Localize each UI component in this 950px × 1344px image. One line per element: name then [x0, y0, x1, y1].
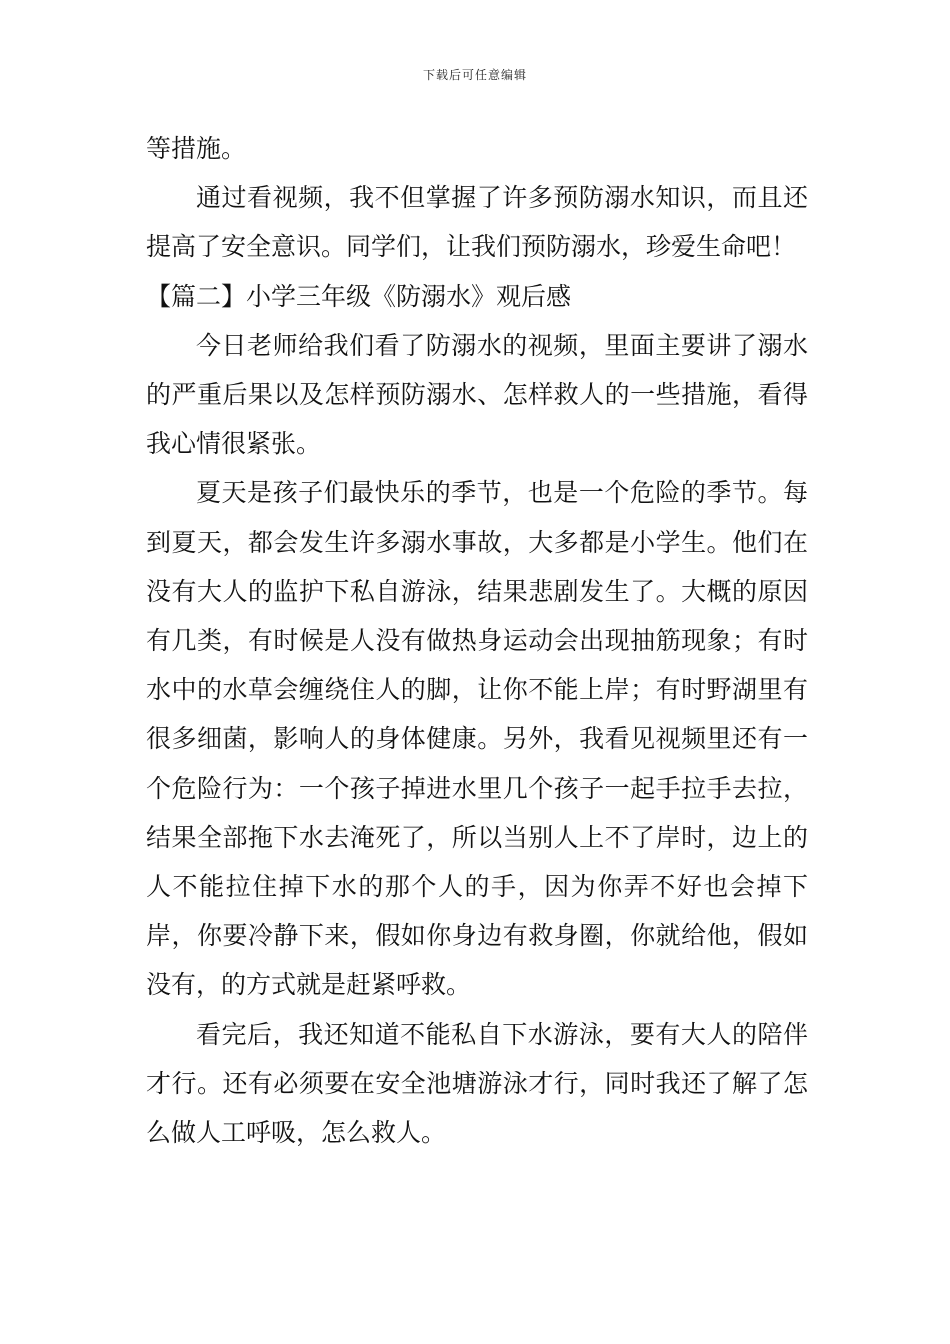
paragraph-conclusion: 通过看视频，我不但掌握了许多预防溺水知识，而且还提高了安全意识。同学们，让我们预防溺水，珍爱生命吧！ — [146, 183, 808, 262]
paragraph-intro: 今日老师给我们看了防溺水的视频，里面主要讲了溺水的严重后果以及怎样预防溺水、怎样救人的一些措施，看得我心情很紧张。 — [146, 330, 808, 459]
paragraph-lessons: 看完后，我还知道不能私自下水游泳，要有大人的陪伴才行。还有必须要在安全池塘游泳才行，同时我还了解了怎么做人工呼吸，怎么救人。 — [146, 1019, 808, 1148]
page-header-note: 下载后可任意编辑 — [422, 68, 527, 82]
paragraph-continued: 等措施。 — [146, 134, 247, 163]
document-body — [146, 124, 808, 1157]
paragraph-summer-dangers: 夏天是孩子们最快乐的季节，也是一个危险的季节。每到夏天，都会发生许多溺水事故，大多都是小学生。他们在没有大人的监护下私自游泳，结果悲剧发生了。大概的原因有几类，有时候是人没有做热身运动会出现抽筋现象；有时水中的水草会缠绕住人的脚，让你不能上岸；有时野湖里有很多细菌，影响人的身体健康。另外，我看见视频里还有一个危险行为：一个孩子掉进水里几个孩子一起手拉手去拉，结果全部拖下水去淹死了，所以当别人上不了岸时，边上的人不能拉住掉下水的那个人的手，因为你弄不好也会掉下岸，你要冷静下来，假如你身边有救身圈，你就给他，假如没有，的方式就是赶紧呼救。 — [146, 478, 808, 1000]
section-title: 【篇二】小学三年级《防溺水》观后感 — [146, 281, 572, 311]
